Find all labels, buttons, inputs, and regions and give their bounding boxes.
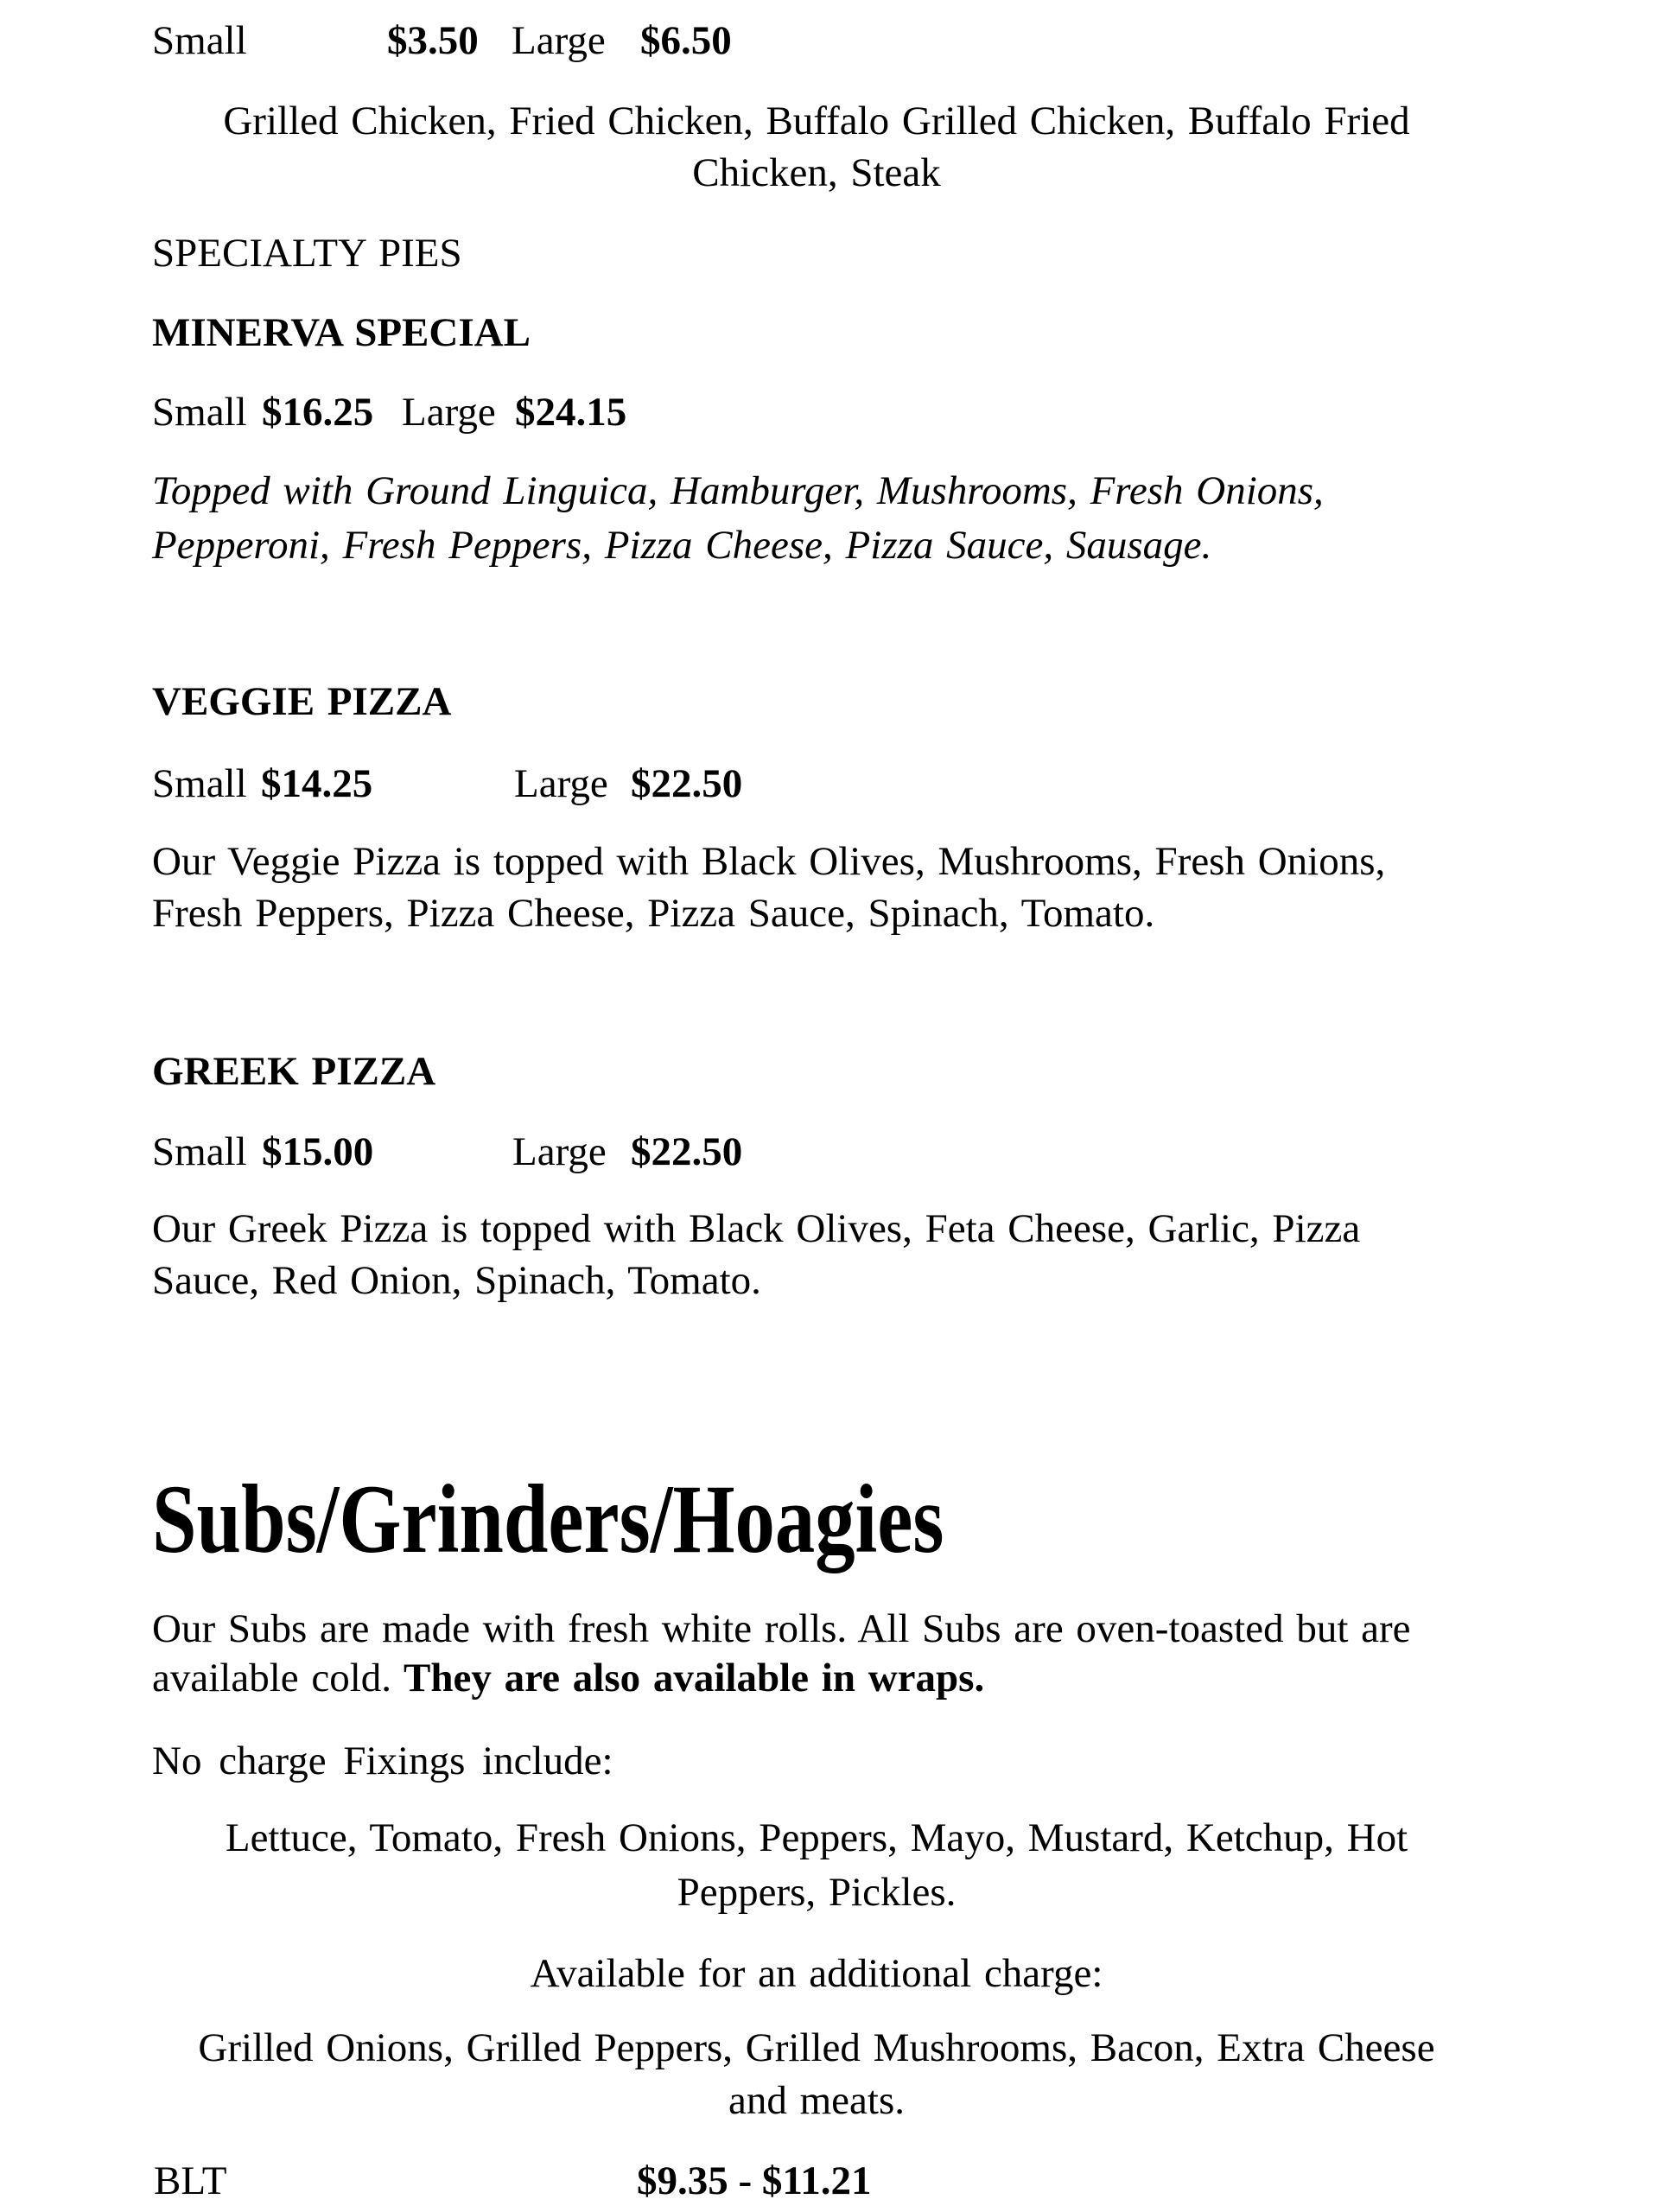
toppings-small-label: Small	[152, 18, 247, 63]
additional-charge-line-1: Grilled Onions, Grilled Peppers, Grilled Mushrooms, Bacon, Extra Cheese	[198, 2025, 1435, 2070]
subs-intro-line-2-bold: They are also available in wraps.	[404, 1656, 985, 1700]
minerva-description-line-2: Pepperoni, Fresh Peppers, Pizza Cheese, Pizza Sauce, Sausage.	[152, 523, 1212, 568]
veggie-size-price-row	[0, 761, 1678, 816]
specialty-pies-heading: SPECIALTY PIES	[152, 231, 462, 276]
additional-charge-heading: Available for an additional charge:	[530, 1951, 1103, 1996]
veggie-description-line-1: Our Veggie Pizza is topped with Black Olives, Mushrooms, Fresh Onions,	[152, 839, 1386, 884]
toppings-large-price: $6.50	[640, 18, 732, 63]
toppings-options-line-1: Grilled Chicken, Fried Chicken, Buffalo Grilled Chicken, Buffalo Fried	[223, 99, 1410, 143]
greek-small-price: $15.00	[262, 1129, 374, 1174]
minerva-large-price: $24.15	[515, 390, 627, 435]
fixings-line-2: Peppers, Pickles.	[677, 1870, 957, 1915]
greek-description-line-2: Sauce, Red Onion, Spinach, Tomato.	[152, 1258, 761, 1303]
fixings-line-1: Lettuce, Tomato, Fresh Onions, Peppers, Mayo, Mustard, Ketchup, Hot	[225, 1815, 1408, 1860]
greek-description-line-1: Our Greek Pizza is topped with Black Olives, Feta Cheese, Garlic, Pizza	[152, 1206, 1361, 1251]
minerva-small-label: Small	[152, 390, 247, 435]
minerva-special-title: MINERVA SPECIAL	[152, 310, 531, 355]
additional-charge-line-2: and meats.	[728, 2078, 905, 2123]
greek-small-label: Small	[152, 1129, 247, 1174]
veggie-description-line-2: Fresh Peppers, Pizza Cheese, Pizza Sauce, Spinach, Tomato.	[152, 891, 1155, 936]
toppings-options-line-2: Chicken, Steak	[692, 150, 941, 195]
greek-pizza-title: GREEK PIZZA	[152, 1049, 436, 1094]
subs-section-title-text: Subs/Grinders/Hoagies	[152, 1465, 944, 1573]
blt-item-row	[0, 2158, 1678, 2212]
toppings-small-price: $3.50	[387, 18, 479, 63]
veggie-large-label: Large	[514, 761, 608, 806]
subs-intro-line-2-regular: available cold.	[152, 1656, 392, 1700]
greek-large-label: Large	[512, 1129, 607, 1174]
subs-intro-line-2	[152, 1658, 984, 1699]
subs-intro-line-1: Our Subs are made with fresh white rolls. All Subs are oven-toasted but are	[152, 1606, 1411, 1651]
minerva-large-label: Large	[402, 390, 496, 435]
minerva-description-line-1: Topped with Ground Linguica, Hamburger, Mushrooms, Fresh Onions,	[152, 468, 1324, 513]
blt-item-price: $9.35 - $11.21	[637, 2158, 872, 2203]
minerva-small-price: $16.25	[262, 390, 374, 435]
veggie-small-label: Small	[152, 761, 247, 806]
fixings-heading: No charge Fixings include:	[152, 1738, 613, 1783]
greek-size-price-row	[0, 1129, 1678, 1184]
toppings-large-label: Large	[512, 18, 606, 63]
minerva-size-price-row	[0, 392, 1678, 444]
toppings-size-price-row	[0, 18, 1678, 73]
veggie-small-price: $14.25	[261, 761, 373, 806]
blt-item-name: BLT	[154, 2158, 227, 2203]
veggie-pizza-title: VEGGIE PIZZA	[152, 679, 452, 724]
veggie-large-price: $22.50	[631, 761, 743, 806]
subs-section-title	[152, 1465, 1118, 1573]
greek-large-price: $22.50	[631, 1129, 743, 1174]
